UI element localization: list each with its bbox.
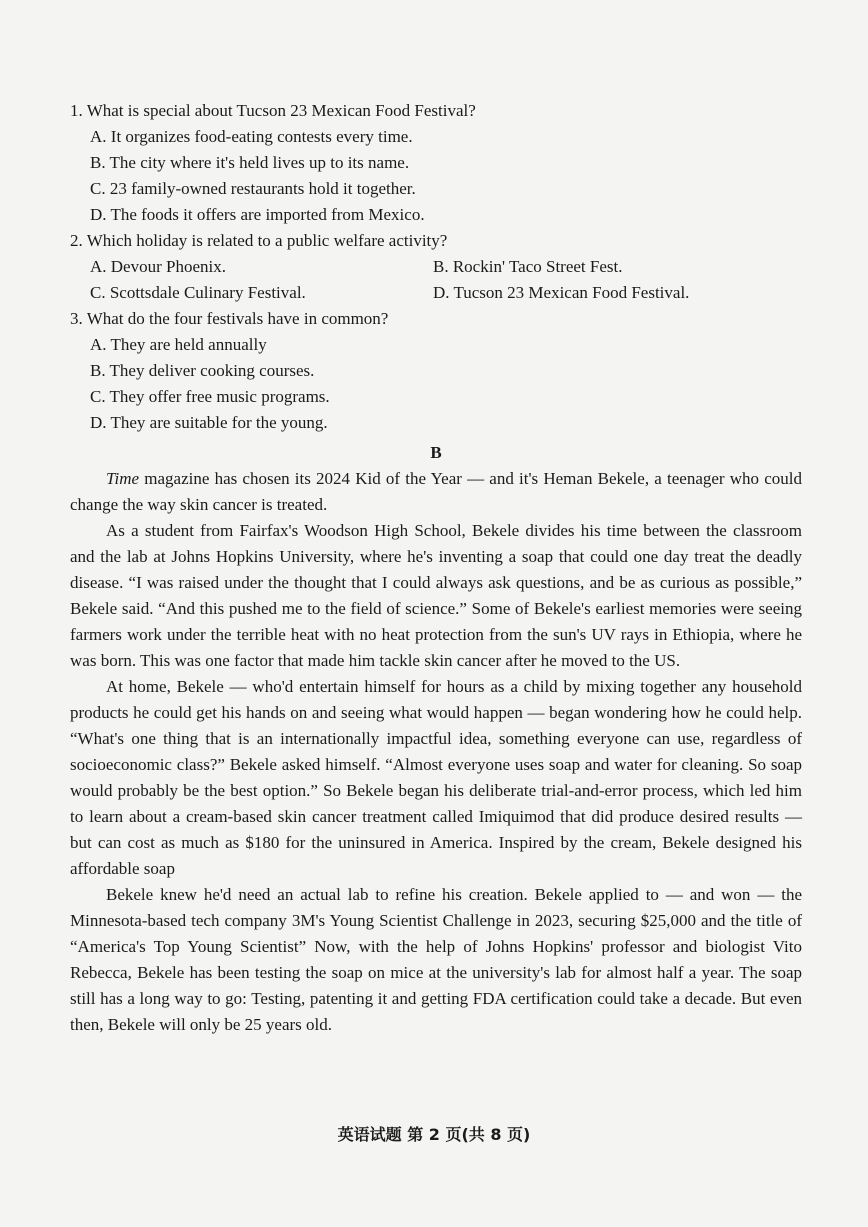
passage-paragraph-4: Bekele knew he'd need an actual lab to refine his creation. Bekele applied to — and won — the Minnesota-based tech company 3M's Young Scientist Challenge in 2023, securing $25,000 and the title of “America's Top Young Scientist” Now, with the help of Johns Hopkins' professor and biologist Vito Rebecca, Bekele has been testing the soap on mice at the university's lab for almost half a year. The soap still has a long way to go: Testing, patenting it and getting FDA certification could take a decade. But even then, Bekele will only be 25 years old. [70,885,802,1034]
option-b: B. Rockin' Taco Street Fest. [433,257,623,276]
passage-paragraph-1 [70,466,802,518]
option-d: D. The foods it offers are imported from Mexico. [90,205,425,224]
section-heading: B [430,443,442,462]
question-1 [70,98,802,228]
option-b: B. They deliver cooking courses. [90,361,315,380]
option-c: C. They offer free music programs. [90,387,330,406]
passage-paragraph-3: At home, Bekele — who'd entertain himself for hours as a child by mixing together any household products he could get his hands on and seeing what would happen — began wondering how he could help. “What's one thing that is an internationally impactful idea, something everyone can use, regardless of socioeconomic class?” Bekele asked himself. “Almost everyone uses soap and water for cleaning. So soap would probably be the best option.” So Bekele began his deliberate trial-and-error process, which led him to learn about a cream-based skin cancer treatment called Imiquimod that did produce desired results — but can cost as much as $180 for the uninsured in America. Inspired by the cream, Bekele designed his affordable soap [70,677,802,878]
page-footer: 英语试题 第 2 页(共 8 页) [337,1125,531,1144]
question-stem: 3. What do the four festivals have in common? [70,309,389,328]
option-b: B. The city where it's held lives up to its name. [90,153,410,172]
option-a: A. Devour Phoenix. [90,257,226,276]
option-d: D. Tucson 23 Mexican Food Festival. [433,283,690,302]
option-c: C. 23 family-owned restaurants hold it together. [90,179,416,198]
option-a: A. They are held annually [90,335,267,354]
question-stem: 2. Which holiday is related to a public welfare activity? [70,231,448,250]
paragraph-text: magazine has chosen its 2024 Kid of the Year — and it's Heman Bekele, a teenager who could change the way skin cancer is treated. [70,469,802,514]
question-3 [70,306,802,436]
passage-paragraph-2: As a student from Fairfax's Woodson High School, Bekele divides his time between the classroom and the lab at Johns Hopkins University, where he's inventing a soap that could one day treat the deadly disease. “I was raised under the thought that I could always ask questions, and be as curious as possible,” Bekele said. “And this pushed me to the field of science.” Some of Bekele's earliest memories were seeing farmers work under the terrible heat with no heat protection from the sun's UV rays in Ethiopia, where he was born. This was one factor that made him tackle skin cancer after he moved to the US. [70,521,802,670]
option-d: D. They are suitable for the young. [90,413,328,432]
magazine-name: Time [106,469,140,488]
options-grid [90,254,802,306]
option-c: C. Scottsdale Culinary Festival. [90,283,306,302]
question-2 [70,228,802,306]
option-a: A. It organizes food-eating contests every time. [90,127,413,146]
question-stem: 1. What is special about Tucson 23 Mexican Food Festival? [70,101,476,120]
